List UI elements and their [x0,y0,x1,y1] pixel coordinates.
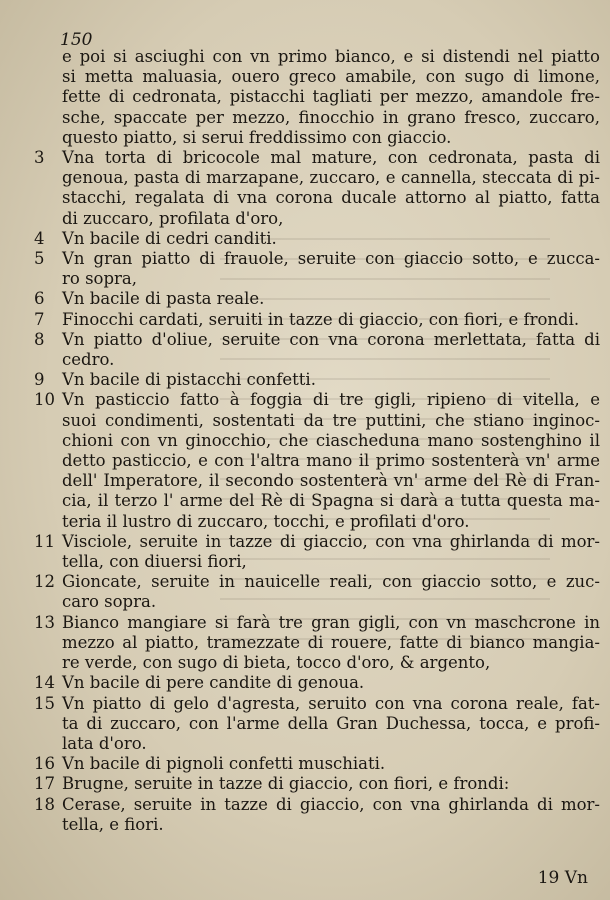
item-number: 3 [34,148,45,168]
text-line: Vn bacile di pere candite di genoua. [62,673,365,693]
text-line: Vn gran piatto di frauole, seruite con giaccio sotto, e zucca- [62,249,600,269]
text-line: sche, spaccate per mezzo, finocchio in grano fresco, zuccaro, [62,107,600,127]
item-number: 10 [34,390,55,410]
list-item [34,390,600,531]
item-number: 12 [34,572,55,592]
list-item [34,47,600,148]
item-number: 15 [34,693,55,713]
text-line: Brugne, seruite in tazze di giaccio, con fiori, e frondi: [62,774,510,794]
text-line: fette di cedronata, pistacchi tagliati per mezzo, amandole fre- [62,87,600,107]
text-line: questo piatto, si serui freddissimo con giaccio. [62,127,452,147]
item-number: 11 [34,531,55,551]
item-number: 4 [34,228,45,248]
text-line: dell' Imperatore, il secondo sostenterà vn' arme del Rè di Fran- [62,471,600,491]
text-line: re verde, con sugo di bieta, tocco d'oro, & argento, [62,653,491,673]
list-item [34,370,600,390]
text-line: genoua, pasta di marzapane, zuccaro, e cannella, steccata di pi- [62,168,600,188]
text-line: Vn piatto di gelo d'agresta, seruito con vna corona reale, fat- [62,693,600,713]
text-line: e poi si asciughi con vn primo bianco, e si distendi nel piatto [62,47,600,66]
text-line: stacchi, regalata di vna corona ducale attorno al piatto, fatta [62,188,600,208]
list-item [34,229,600,249]
page-number: 150 [60,30,93,50]
text-line: Bianco mangiare si farà tre gran gigli, con vn maschcrone in [62,612,600,632]
text-line: Gioncate, seruite in nauicelle reali, con giaccio sotto, e zuc- [62,572,600,592]
text-line: Vn pasticcio fatto à foggia di tre gigli, ripieno di vitella, e [62,390,600,410]
text-line: Cerase, seruite in tazze di giaccio, con vna ghirlanda di mor- [62,794,600,814]
text-line: caro sopra. [62,592,157,612]
text-line: Finocchi cardati, seruiti in tazze di giaccio, con fiori, e frondi. [62,309,580,329]
text-line: Vn bacile di pasta reale. [62,289,265,309]
text-line: teria il lustro di zuccaro, tocchi, e profilati d'oro. [62,511,470,531]
list-item [34,673,600,693]
item-number: 7 [34,309,45,329]
list-item [34,249,600,289]
item-number: 9 [34,370,45,390]
recipe-list [34,47,600,835]
item-number: 16 [34,754,55,774]
text-line: ro sopra, [62,269,137,289]
text-line: Vn piatto d'oliue, seruite con vna corona merlettata, fatta di [62,329,600,349]
list-item [34,289,600,309]
item-number: 5 [34,249,45,269]
text-line: detto pasticcio, e con l'altra mano il primo sostenterà vn' arme [62,451,600,471]
text-line: Vna torta di bricocole mal mature, con cedronata, pasta di [62,148,600,168]
text-line: mezzo al piatto, tramezzate di rouere, fatte di bianco mangia- [62,632,600,652]
list-item [34,148,600,229]
text-line: cedro. [62,350,115,370]
list-item [34,613,600,674]
text-line: ta di zuccaro, con l'arme della Gran Duchessa, tocca, e profi- [62,713,600,733]
item-number: 14 [34,673,55,693]
item-number: 18 [34,794,55,814]
catchword: 19 Vn [537,868,588,888]
text-line: Vn bacile di pistacchi confetti. [62,370,316,390]
list-item [34,572,600,612]
item-number: 13 [34,612,55,632]
text-line: tella, con diuersi fiori, [62,552,247,572]
text-line: Visciole, seruite in tazze di giaccio, con vna ghirlanda di mor- [62,531,600,551]
item-number: 17 [34,774,55,794]
text-line: lata d'oro. [62,733,147,753]
text-line: di zuccaro, profilata d'oro, [62,208,284,228]
list-item [34,310,600,330]
text-line: Vn bacile di pignoli confetti muschiati. [62,754,386,774]
list-item [34,330,600,370]
text-line: Vn bacile di cedri canditi. [62,228,277,248]
text-line: suoi condimenti, sostentati da tre puttini, che stiano inginoc- [62,410,600,430]
list-item [34,795,600,835]
list-item [34,532,600,572]
text-line: cia, il terzo l' arme del Rè di Spagna si darà a tutta questa ma- [62,491,600,511]
list-item [34,774,600,794]
item-number: 6 [34,289,45,309]
text-line: tella, e fiori. [62,814,164,834]
text-line: chioni con vn ginocchio, che ciascheduna mano sostenghino il [62,430,600,450]
list-item [34,754,600,774]
list-item [34,694,600,755]
item-number: 8 [34,329,45,349]
text-line: si metta maluasia, ouero greco amabile, con sugo di limone, [62,67,600,87]
